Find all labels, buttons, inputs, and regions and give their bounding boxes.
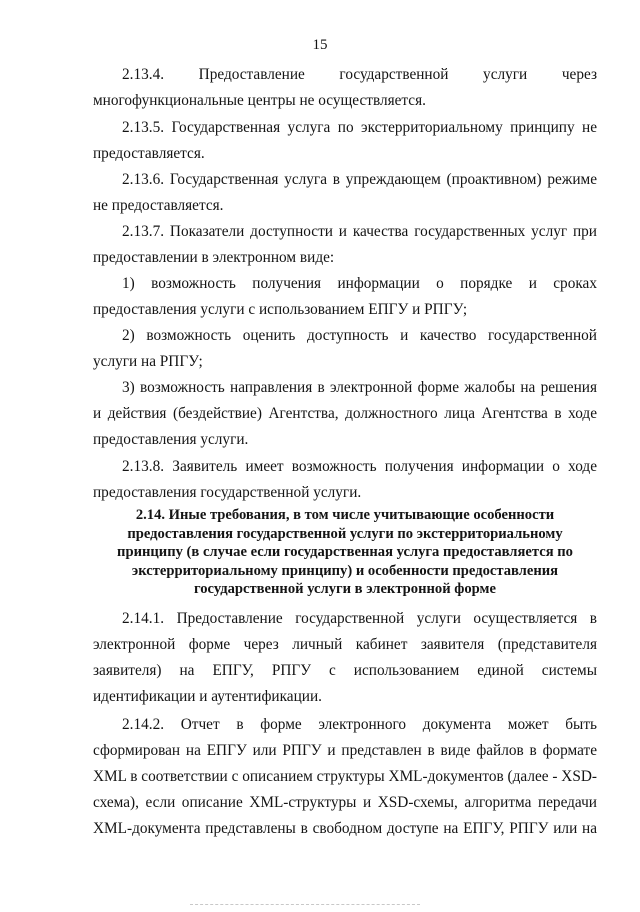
paragraph-2-13-6: 2.13.6. Государственная услуга в упреждающем (проактивном) режиме не предоставляется.: [93, 171, 597, 214]
list-item-2: 2) возможность оценить доступность и качество государственной услуги на РПГУ;: [93, 327, 597, 370]
paragraph-2-13-8: 2.13.8. Заявитель имеет возможность получения информации о ходе предоставления государственной услуги.: [93, 458, 597, 501]
page-number: 15: [312, 37, 328, 53]
paragraph-2-13-7: 2.13.7. Показатели доступности и качества государственных услуг при предоставлении в электронном виде:: [93, 223, 597, 266]
paragraph-2-14-2: 2.14.2. Отчет в форме электронного документа может быть сформирован на ЕПГУ или РПГУ и представлен в виде файлов в формате XML в соответствии с описанием структуры XML-документов (далее - XSD-схема), если описание XML-структуры и XSD-схемы, алгоритма передачи XML-документа представлены в свободном доступе на ЕПГУ, РПГУ или на: [93, 716, 597, 837]
list-item-3: 3) возможность направления в электронной форме жалобы на решения и действия (бездействие) Агентства, должностного лица Агентства в ходе предоставления услуги.: [93, 379, 597, 448]
page-bottom-edge: [190, 904, 420, 908]
section-heading-2-14: 2.14. Иные требования, в том числе учитывающие особенности предоставления государственной услуги по экстерриториальному принципу (в случае если государственная услуга предоставляется по экстерриториальному принципу) и особенности предоставления государственной услуги в электронной форме: [117, 507, 573, 597]
paragraph-2-13-5: 2.13.5. Государственная услуга по экстерриториальному принципу не предоставляется.: [93, 119, 597, 162]
paragraph-2-14-1: 2.14.1. Предоставление государственной услуги осуществляется в электронной форме через личный кабинет заявителя (представителя заявителя) на ЕПГУ, РПГУ с использованием единой системы идентификации и аутентификации.: [93, 610, 597, 705]
list-item-1: 1) возможность получения информации о порядке и сроках предоставления услуги с использованием ЕПГУ и РПГУ;: [93, 275, 597, 318]
paragraph-2-13-4: 2.13.4. Предоставление государственной услуги через многофункциональные центры не осуществляется.: [93, 66, 597, 109]
